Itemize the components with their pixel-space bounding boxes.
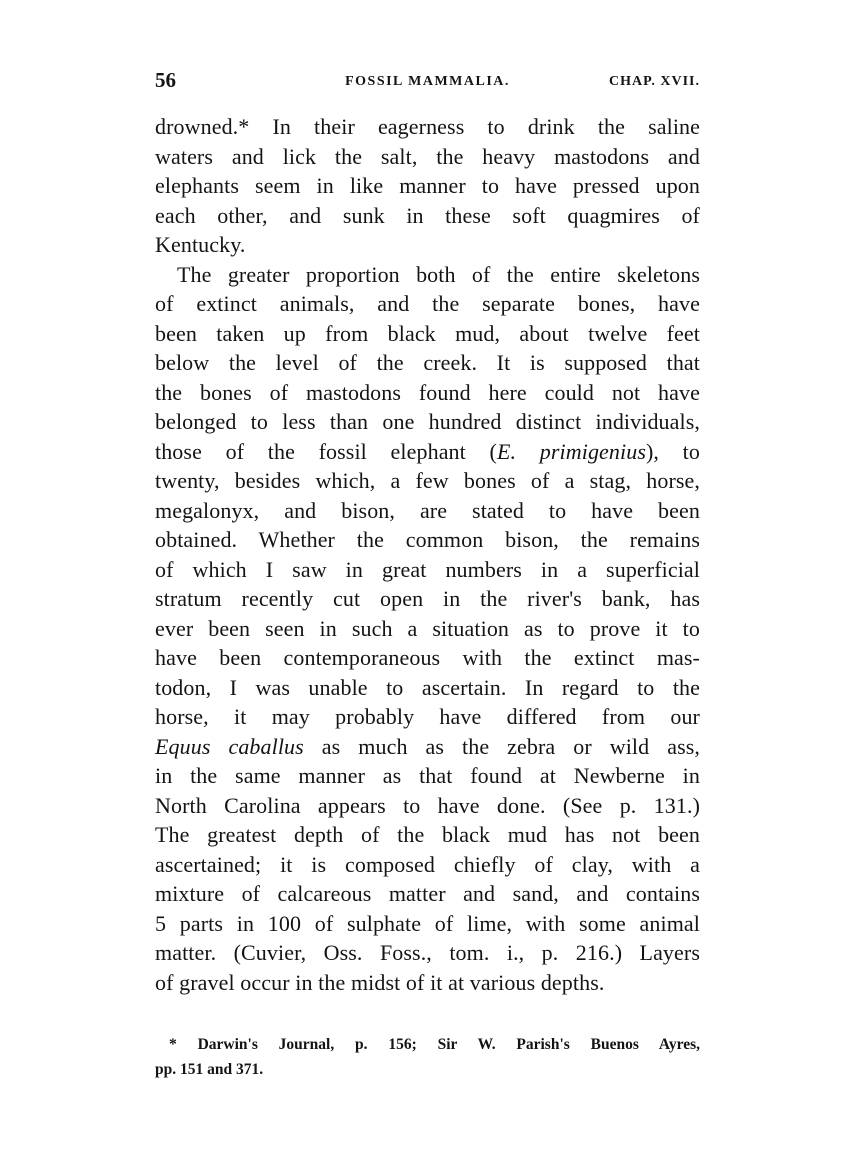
footnote [155, 1032, 700, 1082]
text-line: The greatest depth of the black mud has not been [155, 822, 700, 847]
text-line: of which I saw in great numbers in a superficial [155, 556, 700, 582]
italic-species-name: E. primigenius [496, 438, 646, 464]
text-segment: ), to [645, 438, 700, 464]
text-line: waters and lick the salt, the heavy mastodons and [155, 143, 700, 169]
text-line: Kentucky. [155, 232, 246, 257]
italic-species-name: Equus caballus [155, 733, 304, 759]
text-line [155, 437, 700, 467]
footnote-line: pp. 151 and 371. [155, 1061, 264, 1078]
text-line: stratum recently cut open in the river's bank, has [155, 586, 700, 611]
text-line: 5 parts in 100 of sulphate of lime, with some animal [155, 910, 700, 936]
text-line: elephants seem in like manner to have pressed upon [155, 173, 700, 198]
text-line: in the same manner as that found at Newberne in [155, 763, 700, 788]
text-line: obtained. Whether the common bison, the remains [155, 527, 700, 552]
text-line: todon, I was unable to ascertain. In regard to the [155, 674, 700, 700]
text-line: megalonyx, and bison, are stated to have been [155, 497, 700, 523]
text-line: matter. (Cuvier, Oss. Foss., tom. i., p. 216.) Layers [155, 940, 700, 965]
footnote-line: * Darwin's Journal, p. 156; Sir W. Parish's Buenos Ayres, [169, 1036, 700, 1053]
text-line: the bones of mastodons found here could not have [155, 379, 700, 405]
text-segment: as much as the zebra or wild ass, [303, 733, 700, 759]
paragraph-start-line: The greater proportion both of the entire skeletons [177, 261, 700, 287]
text-line: of extinct animals, and the separate bones, have [155, 291, 700, 316]
text-line: ever been seen in such a situation as to prove it to [155, 615, 700, 641]
text-line: have been contemporaneous with the extinct mas- [155, 645, 700, 670]
text-segment: those of the fossil elephant ( [155, 438, 497, 464]
text-line: North Carolina appears to have done. (See p. 131.) [155, 792, 700, 818]
page-number: 56 [155, 68, 176, 92]
text-line: below the level of the creek. It is supposed that [155, 350, 700, 375]
page-header [155, 68, 700, 98]
text-line: of gravel occur in the midst of it at various depths. [155, 969, 605, 995]
text-line: ascertained; it is composed chiefly of clay, with a [155, 851, 700, 877]
chapter-label: CHAP. XVII. [609, 74, 700, 89]
text-line: each other, and sunk in these soft quagmires of [155, 202, 700, 228]
text-line: mixture of calcareous matter and sand, and contains [155, 881, 700, 906]
text-line: belonged to less than one hundred distinct individuals, [155, 409, 700, 434]
text-line [155, 732, 700, 762]
running-title: FOSSIL MAMMALIA. [345, 74, 510, 89]
body-text [155, 112, 700, 997]
text-line: been taken up from black mud, about twelve feet [155, 320, 700, 346]
text-line: twenty, besides which, a few bones of a stag, horse, [155, 468, 700, 493]
text-line: horse, it may probably have differed from our [155, 704, 700, 729]
text-line: drowned.* In their eagerness to drink the saline [155, 114, 700, 139]
